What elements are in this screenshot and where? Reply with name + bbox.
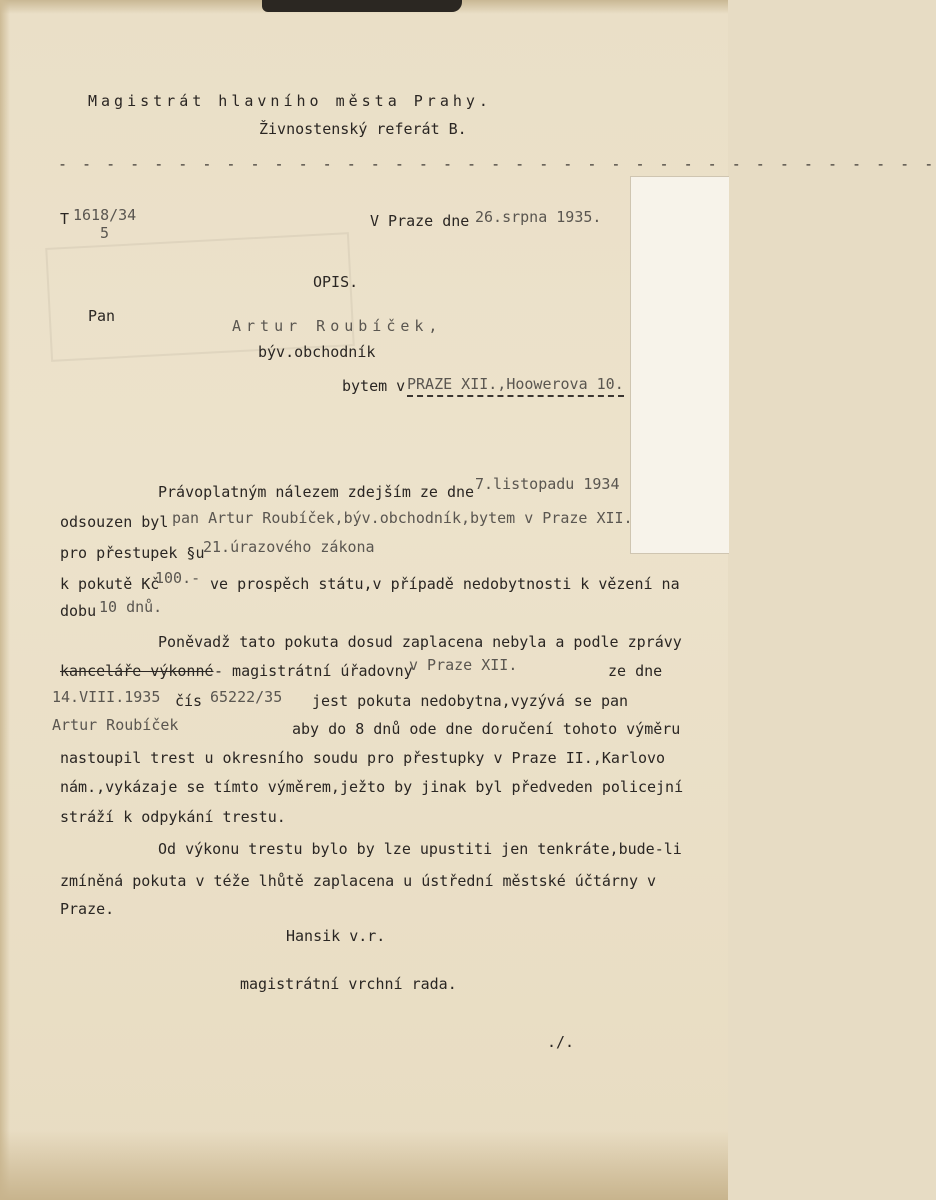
p3-line3: Praze.	[60, 900, 115, 918]
p1-offense-law: 21.úrazového zákona	[203, 538, 375, 556]
p1-judgment-date: 7.listopadu 1934	[475, 475, 620, 493]
paper-bottom-edge	[0, 1130, 728, 1200]
reference-sub: 5	[100, 224, 110, 242]
p1-fine-amount: 100.-	[155, 569, 201, 587]
p2-report-date: 14.VIII.1935	[52, 688, 161, 706]
signature-name: Hansik v.r.	[286, 927, 386, 945]
p2-line2: - magistrátní úřadovny	[214, 662, 413, 680]
residence-address: PRAZE XII.,Hoowerova 10.	[407, 375, 624, 397]
attached-paper-slip	[630, 176, 729, 554]
p1-line4: ve prospěch státu,v případě nedobytnosti k vězení na	[210, 575, 680, 593]
p1-line1: Právoplatným nálezem zdejším ze dne	[158, 483, 475, 501]
residence-label: bytem v	[342, 377, 406, 395]
p2-struck-text: kanceláře výkonné	[60, 662, 214, 680]
p2-line6: nám.,vykázaje se tímto výměrem,ježto by jinak byl předveden policejní	[60, 778, 684, 796]
p1-jail-term: 10 dnů.	[99, 598, 163, 616]
header-office: Magistrát hlavního města Prahy.	[88, 92, 492, 110]
document-title: OPIS.	[313, 273, 359, 291]
p2-line7: stráží k odpykání trestu.	[60, 808, 286, 826]
p2-line3: jest pokuta nedobytna,vyzývá se pan	[312, 692, 629, 710]
p1-line3: pro přestupek §u	[60, 544, 205, 562]
header-separator: - - - - - - - - - - - - - - - - - - - - - - - - - - - - - - - - - - - - -	[58, 155, 936, 173]
paper-left-edge	[0, 0, 10, 1200]
reference-number: 1618/34	[73, 206, 137, 224]
document-date: 26.srpna 1935.	[475, 208, 602, 226]
signature-title: magistrátní vrchní rada.	[240, 975, 457, 993]
p1-line2: odsouzen byl	[60, 513, 169, 531]
p2-line5: nastoupil trest u okresního soudu pro přestupky v Praze II.,Karlovo	[60, 749, 666, 767]
reference-prefix: T	[60, 210, 70, 228]
header-department: Živnostenský referát B.	[259, 120, 467, 138]
p2-report-number: 65222/35	[210, 688, 283, 706]
addressee-salutation: Pan	[88, 307, 116, 325]
place-date-label: V Praze dne	[370, 212, 470, 230]
p3-line1: Od výkonu trestu bylo by lze upustiti jen tenkráte,bude-li	[158, 840, 682, 858]
torn-corner	[262, 0, 462, 12]
addressee-name: Artur Roubíček,	[232, 317, 443, 335]
p1-line4-prefix: k pokutě Kč	[60, 575, 160, 593]
p2-office-location: v Praze XII.	[409, 656, 518, 674]
p2-line1: Poněvadž tato pokuta dosud zaplacena nebyla a podle zprávy	[158, 633, 682, 651]
p1-line5-prefix: dobu	[60, 602, 97, 620]
p3-line2: zmíněná pokuta v téže lhůtě zaplacena u ústřední městské účtárny v	[60, 872, 657, 890]
p2-line2-suffix: ze dne	[608, 662, 663, 680]
p2-person-name: Artur Roubíček	[52, 716, 179, 734]
p1-convicted-person: pan Artur Roubíček,býv.obchodník,bytem v Praze XII.	[172, 509, 633, 527]
end-mark: ./.	[547, 1033, 575, 1051]
addressee-occupation: býv.obchodník	[258, 343, 376, 361]
p2-line4: aby do 8 dnů ode dne doručení tohoto výměru	[292, 720, 681, 738]
p2-cis-label: čís	[175, 692, 203, 710]
